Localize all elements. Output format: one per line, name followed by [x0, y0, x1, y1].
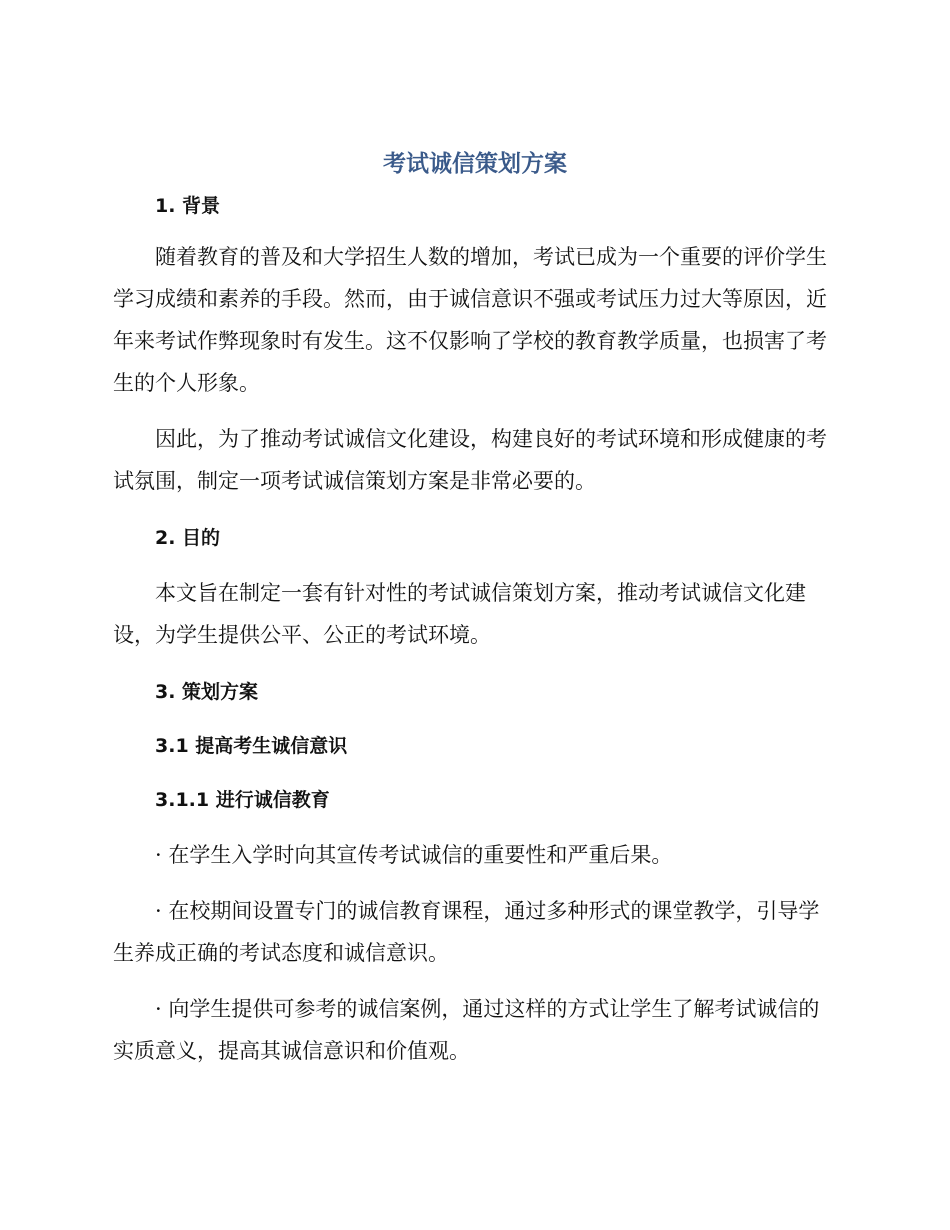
paragraph: 因此，为了推动考试诚信文化建设，构建良好的考试环境和形成健康的考试氛围，制定一项考试诚信策划方案是非常必要的。	[113, 427, 827, 493]
section-heading-background: 1. 背景	[155, 195, 221, 217]
subsection-heading: 3.1 提高考生诚信意识	[155, 735, 348, 757]
bullet-item: · 在学生入学时向其宣传考试诚信的重要性和严重后果。	[155, 843, 673, 867]
paragraph: 随着教育的普及和大学招生人数的增加，考试已成为一个重要的评价学生学习成绩和素养的手段。然而，由于诚信意识不强或考试压力过大等原因，近年来考试作弊现象时有发生。这不仅影响了学校的教育教学质量，也损害了考生的个人形象。	[113, 245, 827, 395]
paragraph: 本文旨在制定一套有针对性的考试诚信策划方案，推动考试诚信文化建设，为学生提供公平、公正的考试环境。	[113, 581, 806, 647]
bullet-item: · 在校期间设置专门的诚信教育课程，通过多种形式的课堂教学，引导学生养成正确的考试态度和诚信意识。	[113, 899, 820, 965]
section-heading-purpose: 2. 目的	[155, 527, 221, 549]
bullet-item: · 向学生提供可参考的诚信案例，通过这样的方式让学生了解考试诚信的实质意义，提高其诚信意识和价值观。	[113, 997, 820, 1063]
sub-subsection-heading: 3.1.1 进行诚信教育	[155, 789, 330, 811]
section-heading-plan: 3. 策划方案	[155, 681, 259, 703]
document-title: 考试诚信策划方案	[383, 151, 567, 177]
document-body	[113, 190, 835, 1072]
